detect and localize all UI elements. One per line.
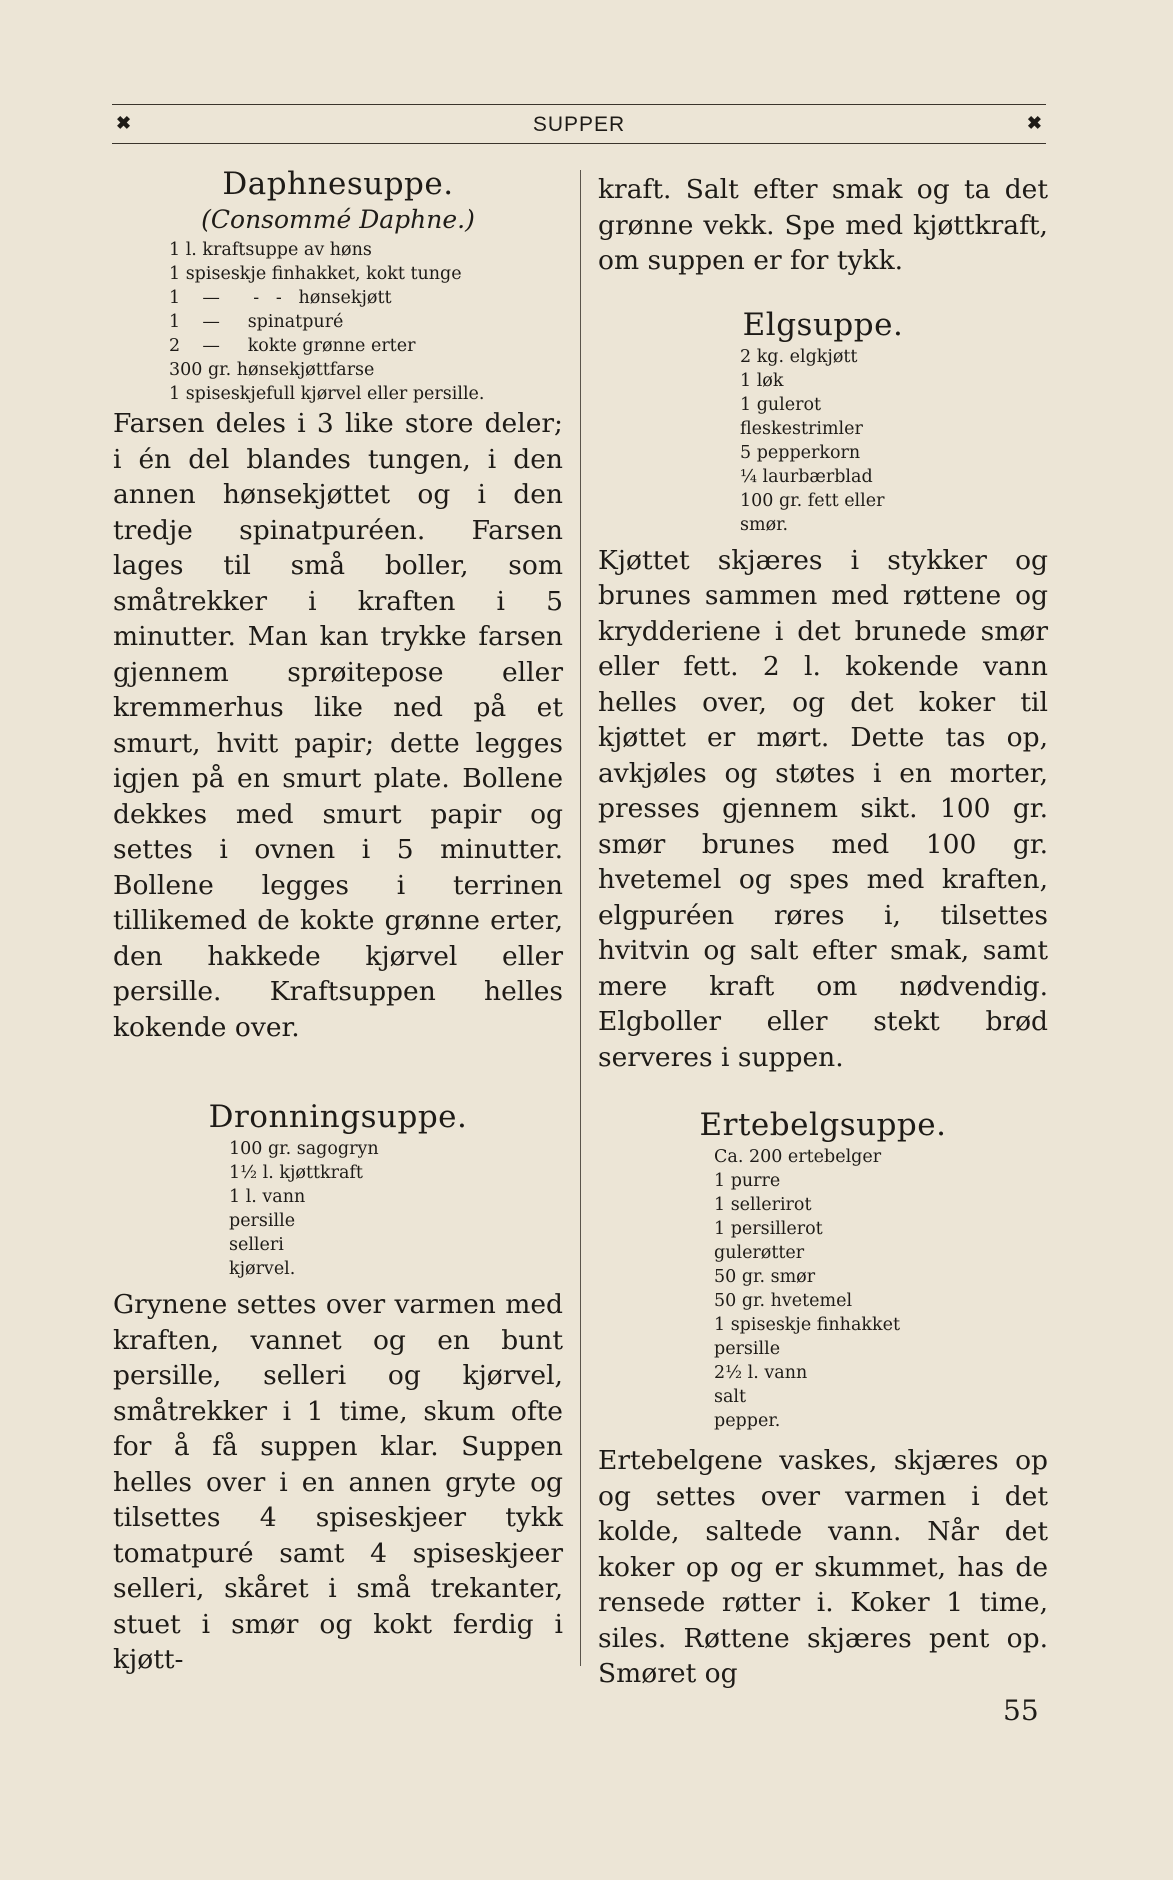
recipe-dronningsuppe (113, 1097, 563, 1678)
ingredient-list (714, 1145, 1048, 1433)
ingredient: 1 l. kraftsuppe av høns (169, 240, 372, 260)
page-number: 55 (1003, 1694, 1039, 1727)
right-column (598, 164, 1048, 1692)
ingredient: 1½ l. kjøttkraft (229, 1163, 363, 1183)
running-title: SUPPER (532, 113, 626, 136)
recipe-instructions: Grynene settes over varmen med kraften, vannet og en bunt persille, selleri og kjørvel, småtrekker i 1 time, skum ofte for å få suppen klar. Suppen helles over i en annen gryte og tilsettes 4 spiseskjeer tykk tomatpuré samt 4 spiseskjeer selleri, skåret i små trekanter, stuet i smør og kokt ferdig i kjøtt- (113, 1289, 563, 1675)
ingredient: Ca. 200 ertebelger (714, 1147, 882, 1167)
ingredient: 100 gr. fett eller (740, 490, 885, 511)
ingredient: 1 løk (740, 370, 784, 391)
recipe-daphnesuppe (113, 164, 563, 1045)
recipe-title: Dronningsuppe. (208, 1099, 468, 1135)
ingredient: 100 gr. sagogryn (229, 1139, 379, 1159)
ingredient: selleri (229, 1235, 284, 1255)
ingredient: 1 spiseskjefull kjørvel eller persille. (169, 384, 485, 404)
ingredient: 1 gulerot (740, 394, 822, 415)
ingredient: gulerøtter (714, 1243, 805, 1263)
continued-text: kraft. Salt efter smak og ta det grønne vekk. Spe med kjøttkraft, om suppen er for tykk. (598, 174, 1048, 276)
ingredient: 2 — kokte grønne erter (169, 336, 416, 356)
left-column (113, 164, 563, 1678)
ornament-left-icon: ✖ (116, 113, 132, 134)
recipe-instructions: Kjøttet skjæres i stykker og brunes sammen med røttene og krydderiene i det brunede smør eller fett. 2 l. kokende vann helles over, og det koker til kjøttet er mørt. Dette tas op, avkjøles og støtes i en morter, presses gjennem sikt. 100 gr. smør brunes med 100 gr. hvetemel og spes med kraften, elgpuréen røres i, tilsettes hvitvin og salt efter smak, samt mere kraft om nødvendig. Elgboller eller stekt brød serveres i suppen. (598, 544, 1048, 1073)
ingredient: 1 persillerot (714, 1219, 823, 1239)
recipe-elgsuppe (598, 305, 1048, 1076)
ingredient: persille (714, 1339, 781, 1359)
ingredient: 5 pepperkorn (740, 442, 861, 463)
ingredient: ¼ laurbærblad (740, 466, 873, 487)
ingredient-list (229, 1137, 563, 1281)
ingredient: 1 spiseskje finhakket, kokt tunge (169, 264, 462, 284)
ingredient: 50 gr. smør (714, 1267, 816, 1287)
ingredient-list (740, 345, 1048, 537)
ingredient: 1 — - - hønsekjøtt (169, 288, 392, 308)
ornament-right-icon: ✖ (1026, 113, 1042, 134)
column-divider (580, 170, 581, 1666)
recipe-subtitle: (Consommé Daphne.) (201, 205, 475, 234)
ingredient: 50 gr. hvetemel (714, 1291, 853, 1311)
recipe-ertebelgsuppe (598, 1105, 1048, 1692)
recipe-instructions: Ertebelgene vaskes, skjæres op og settes over varmen i det kolde, saltede vann. Når det koker op og er skummet, has de rensede røtter i. Koker 1 time, siles. Røttene skjæres pent op. Smøret og (598, 1445, 1048, 1689)
ingredient: 1 — spinatpuré (169, 312, 344, 332)
ingredient: pepper. (714, 1411, 781, 1431)
recipe-instructions: Farsen deles i 3 like store deler; i én del blandes tungen, i den annen hønsekjøttet og i den tredje spinatpuréen. Farsen lages til små boller, som småtrekker i kraften i 5 minutter. Man kan trykke farsen gjennem sprøitepose eller kremmerhus like ned på et smurt, hvitt papir; dette legges igjen på en smurt plate. Bollene dekkes med smurt papir og settes i ovnen i 5 minutter. Bollene legges i terrinen tillikemed de kokte grønne erter, den hakkede kjørvel eller persille. Kraftsuppen helles kokende over. (113, 408, 563, 1043)
recipe-title: Daphnesuppe. (222, 166, 454, 202)
recipe-title: Elgsuppe. (742, 306, 904, 343)
recipe-title: Ertebelgsuppe. (699, 1107, 947, 1143)
ingredient: fleskestrimler (740, 418, 863, 439)
ingredient: 300 gr. hønsekjøttfarse (169, 360, 375, 380)
ingredient: 1 spiseskje finhakket (714, 1315, 900, 1335)
ingredient: smør. (740, 514, 789, 535)
ingredient: 1 purre (714, 1171, 781, 1191)
ingredient-list (169, 238, 563, 406)
ingredient: persille (229, 1211, 296, 1231)
ingredient: salt (714, 1387, 747, 1407)
running-header (112, 104, 1046, 144)
ingredient: 1 l. vann (229, 1187, 306, 1207)
ingredient: kjørvel. (229, 1259, 296, 1279)
ingredient: 1 sellerirot (714, 1195, 812, 1215)
ingredient: 2½ l. vann (714, 1363, 808, 1383)
ingredient: 2 kg. elgkjøtt (740, 346, 858, 367)
